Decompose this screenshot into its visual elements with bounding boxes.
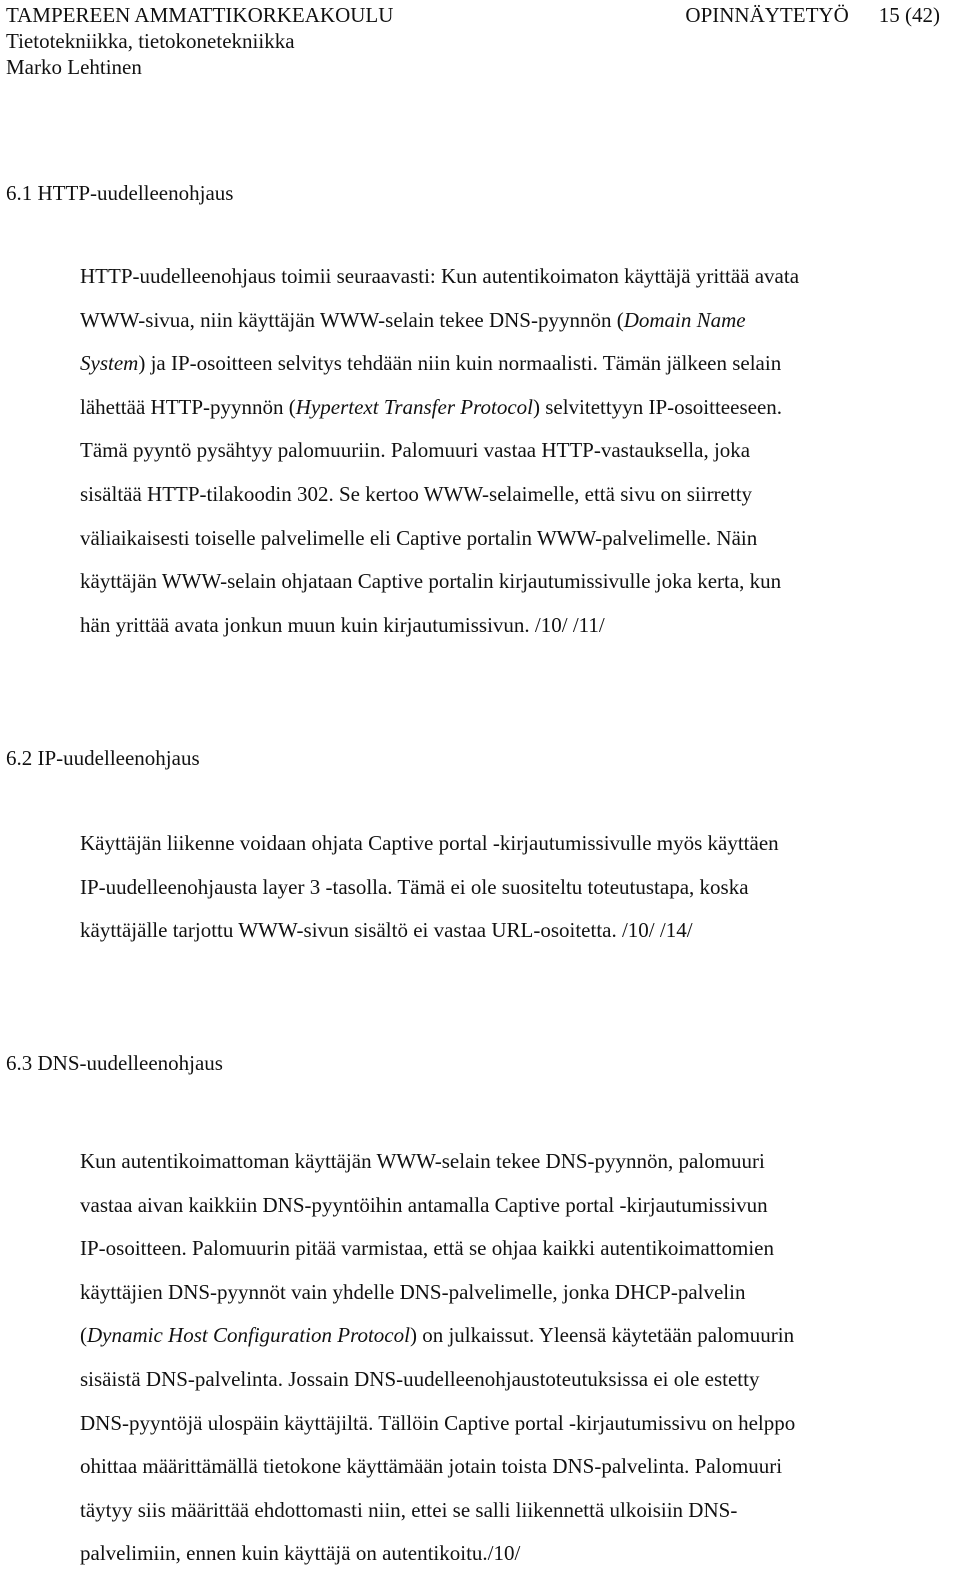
section-heading-6-3: 6.3 DNS-uudelleenohjaus [6,1051,223,1075]
header-institution: TAMPEREEN AMMATTIKORKEAKOULU [6,3,394,27]
text-segment: Tämä pyyntö pysähtyy palomuuriin. Palomuuri vastaa HTTP-vastauksella, joka [80,438,751,463]
text-segment: WWW-sivua, niin käyttäjän WWW-selain tekee DNS-pyynnön ( [80,307,624,332]
text-segment: IP-osoitteen. Palomuurin pitää varmistaa, että se ohjaa kaikki autentikoimattomien [80,1236,774,1261]
paragraph-line [80,1489,950,1533]
paragraph-line [80,1227,950,1271]
paragraph-line [80,1140,950,1184]
italic-term: Hypertext Transfer Protocol [295,394,533,419]
section-paragraph-6-1 [80,255,950,647]
paragraph-line [80,909,950,953]
header-department: Tietotekniikka, tietokonetekniikka [6,29,295,53]
section-paragraph-6-2 [80,822,950,953]
paragraph-line [80,342,950,386]
text-segment: Kun autentikoimattoman käyttäjän WWW-selain tekee DNS-pyynnön, palomuuri [80,1149,765,1173]
text-segment: käyttäjän WWW-selain ohjataan Captive portalin kirjautumissivulle joka kerta, kun [80,569,782,594]
text-segment: sisältää HTTP-tilakoodin 302. Se kertoo WWW-selaimelle, että sivu on siirretty [80,481,753,506]
italic-term: Domain Name [623,307,746,332]
paragraph-line [80,255,950,299]
paragraph-line [80,1271,950,1315]
header-right [685,2,940,28]
text-segment: täytyy siis määrittää ehdottomasti niin, ettei se salli liikennettä ulkoisiin DNS- [80,1497,738,1522]
paragraph-line [80,560,950,604]
text-segment: sisäistä DNS-palvelinta. Jossain DNS-uudelleenohjaustoteutuksissa ei ole estetty [80,1366,760,1391]
header-row-1 [6,2,940,28]
section-heading-6-2: 6.2 IP-uudelleenohjaus [6,746,200,770]
paragraph-line [80,517,950,561]
text-segment: HTTP-uudelleenohjaus toimii seuraavasti: Kun autentikoimaton käyttäjä yrittää avata [80,264,800,288]
italic-term: System [80,351,139,376]
paragraph-line [80,866,950,910]
text-segment: lähettää HTTP-pyynnön ( [80,394,296,419]
paragraph-line [80,299,950,343]
header-doc-type: OPINNÄYTETYÖ [685,3,849,27]
text-segment: palvelimiin, ennen kuin käyttäjä on autentikoitu./10/ [80,1541,521,1566]
page-header [6,2,940,80]
text-segment: väliaikaisesti toiselle palvelimelle eli Captive portalin WWW-palvelimelle. Näin [80,525,758,550]
paragraph-line [80,822,950,866]
paragraph-line [80,429,950,473]
text-segment: Käyttäjän liikenne voidaan ohjata Captive portal -kirjautumissivulle myös käyttäen [80,831,779,855]
text-segment: DNS-pyyntöjä ulospäin käyttäjiltä. Tällöin Captive portal -kirjautumissivu on helppo [80,1410,796,1435]
paragraph-line [80,1184,950,1228]
paragraph-line [80,1314,950,1358]
paragraph-line [80,1532,950,1576]
text-segment: vastaa aivan kaikkiin DNS-pyyntöihin antamalla Captive portal -kirjautumissivun [80,1192,768,1217]
paragraph-line [80,1402,950,1446]
text-segment: ( [80,1323,87,1348]
paragraph-line [80,473,950,517]
text-segment: ) ja IP-osoitteen selvitys tehdään niin kuin normaalisti. Tämän jälkeen selain [138,351,782,376]
header-page-number: 15 (42) [878,3,940,27]
section-heading-6-1: 6.1 HTTP-uudelleenohjaus [6,181,234,205]
text-segment: ) selvitettyyn IP-osoitteeseen. [532,394,783,419]
text-segment: käyttäjälle tarjottu WWW-sivun sisältö ei vastaa URL-osoitetta. /10/ /14/ [80,918,693,943]
text-segment: ) on julkaissut. Yleensä käytetään palomuurin [409,1323,795,1348]
paragraph-line [80,386,950,430]
section-paragraph-6-3 [80,1140,950,1576]
italic-term: Dynamic Host Configuration Protocol [87,1323,410,1348]
text-segment: käyttäjien DNS-pyynnöt vain yhdelle DNS-palvelimelle, jonka DHCP-palvelin [80,1279,746,1304]
text-segment: hän yrittää avata jonkun muun kuin kirjautumissivun. /10/ /11/ [80,612,605,637]
header-author: Marko Lehtinen [6,55,142,79]
text-segment: IP-uudelleenohjausta layer 3 -tasolla. Tämä ei ole suositeltu toteutustapa, koska [80,874,749,899]
text-segment: ohittaa määrittämällä tietokone käyttämään jotain toista DNS-palvelinta. Palomuuri [80,1454,783,1479]
paragraph-line [80,1358,950,1402]
paragraph-line [80,1445,950,1489]
paragraph-line [80,604,950,648]
